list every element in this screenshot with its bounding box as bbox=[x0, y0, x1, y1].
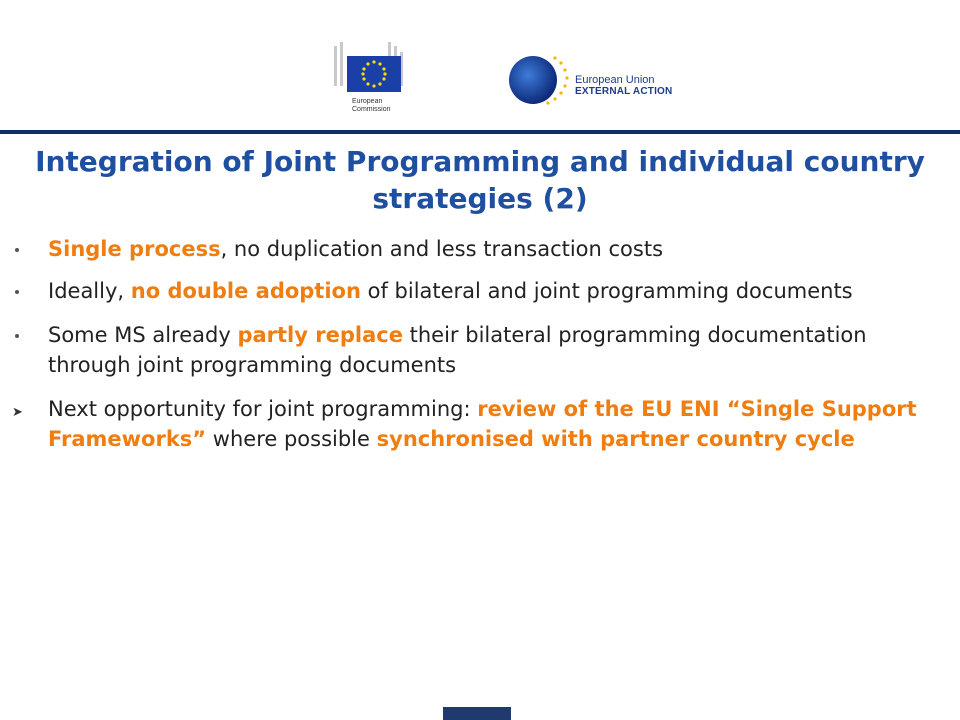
eu-external-action-logo bbox=[503, 50, 703, 110]
bullet-dot-icon bbox=[12, 234, 48, 264]
header-rule bbox=[0, 130, 960, 134]
eea-logo-line2: EXTERNAL ACTION bbox=[575, 86, 673, 97]
bullet-dot-icon bbox=[12, 320, 48, 350]
ec-logo-text-2: Commission bbox=[352, 106, 391, 113]
bullet-4-text: Next opportunity for joint programming: review of the EU ENI “Single Support Frameworks” where possible synchronised with partner country cycle bbox=[48, 397, 917, 451]
bullet-item-2 bbox=[12, 276, 932, 306]
arrow-bullet-icon: ➤ bbox=[12, 405, 23, 420]
bullet-1-text: Single process, no duplication and less transaction costs bbox=[48, 237, 664, 261]
eea-logo-line1: European Union bbox=[575, 74, 655, 86]
bullet-2-text: Ideally, no double adoption of bilateral and joint programming documents bbox=[48, 279, 853, 303]
footer-tab bbox=[443, 707, 511, 720]
bullet-item-3 bbox=[12, 320, 932, 380]
european-commission-logo bbox=[330, 40, 408, 118]
bullet-list bbox=[12, 234, 932, 454]
bullet-dot-icon bbox=[12, 276, 48, 306]
ec-logo-text-1: European bbox=[352, 98, 383, 105]
bullet-3-text: Some MS already partly replace their bilateral programming documentation through joint programming documents bbox=[48, 323, 867, 377]
slide-title: Integration of Joint Programming and individual country strategies (2) bbox=[35, 145, 925, 215]
bullet-item-4 bbox=[12, 394, 932, 454]
bullet-item-1 bbox=[12, 234, 932, 264]
